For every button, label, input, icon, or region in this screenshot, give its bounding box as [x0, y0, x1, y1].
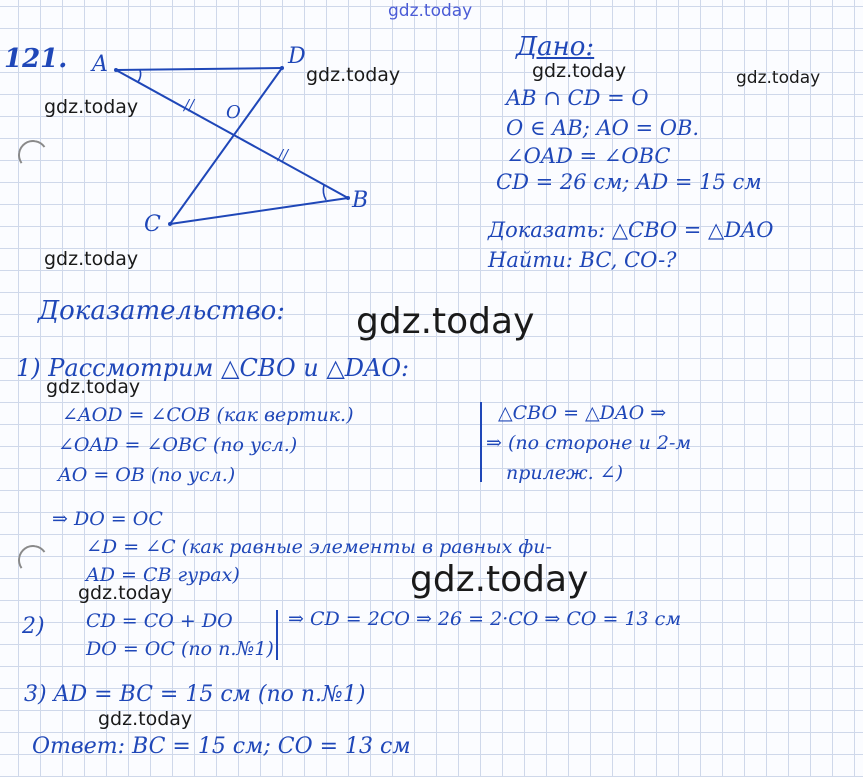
label-d: D	[288, 44, 306, 69]
tick-ao: //	[184, 96, 195, 114]
step1-conclusion-1: ⇒ DO = OC	[52, 508, 163, 530]
step1-right-1: △CBO = △DAO ⇒	[498, 402, 667, 424]
watermark: gdz.today	[410, 559, 589, 600]
step2-label: 2)	[22, 614, 45, 639]
step2-line-1: CD = CO + DO	[86, 610, 233, 632]
prove-line: Доказать: △CBO = △DAO	[488, 218, 774, 242]
label-a: A	[92, 52, 108, 77]
step2-brace	[276, 610, 278, 660]
watermark: gdz.today	[736, 68, 821, 88]
point-a	[114, 68, 118, 72]
step1-right-3: прилеж. ∠)	[506, 462, 623, 484]
point-b	[346, 196, 350, 200]
watermark: gdz.today	[98, 708, 193, 730]
label-b: B	[352, 188, 369, 213]
label-c: C	[144, 212, 161, 237]
step1-left-3: AO = OB (по усл.)	[58, 464, 236, 486]
watermark	[640, 758, 645, 759]
given-title: Дано:	[516, 32, 595, 62]
watermark-top: gdz.today	[388, 1, 473, 21]
watermark: gdz.today	[44, 96, 139, 118]
answer: Ответ: BC = 15 см; CO = 13 см	[32, 734, 411, 759]
angle-arc-a	[138, 70, 141, 82]
given-line-3: ∠OAD = ∠OBC	[506, 144, 671, 168]
watermark: gdz.today	[356, 301, 535, 342]
step1-left-2: ∠OAD = ∠OBC (по усл.)	[58, 434, 298, 456]
step2-result: ⇒ CD = 2CO ⇒ 26 = 2·CO ⇒ CO = 13 см	[288, 608, 682, 630]
find-line: Найти: BC, CO-?	[488, 248, 677, 272]
step1-head: 1) Рассмотрим △CBO и △DAO:	[16, 354, 410, 382]
label-o: O	[226, 102, 241, 123]
triangle-figure	[0, 0, 400, 240]
tick-ob: //	[278, 146, 289, 164]
watermark: gdz.today	[44, 248, 139, 270]
step1-right-2: ⇒ (по стороне и 2-м	[486, 432, 692, 454]
proof-title: Доказательство:	[38, 296, 286, 326]
step1-brace	[480, 402, 482, 482]
watermark: gdz.today	[78, 582, 173, 604]
angle-arc-b	[323, 185, 326, 200]
step1-conclusion-2: ∠D = ∠C (как равные элементы в равных фи-	[86, 536, 552, 558]
segment-cb	[170, 198, 348, 224]
given-line-4: CD = 26 см; AD = 15 см	[496, 170, 762, 194]
step1-conclusion-3: AD = CB гурах)	[86, 564, 240, 586]
problem-number: 121.	[4, 44, 68, 74]
given-line-1: AB ∩ CD = O	[506, 86, 649, 110]
step1-left-1: ∠AOD = ∠COB (как вертик.)	[62, 404, 354, 426]
watermark: gdz.today	[46, 376, 141, 398]
step3: 3) AD = BC = 15 см (по п.№1)	[24, 682, 366, 707]
segment-ab	[116, 70, 348, 198]
point-c	[168, 222, 172, 226]
given-line-2: O ∈ AB; AO = OB.	[506, 116, 700, 140]
punch-hole-bottom	[16, 543, 51, 578]
watermark: gdz.today	[532, 60, 627, 82]
segment-ad	[116, 68, 282, 70]
watermark: gdz.today	[306, 64, 401, 86]
step2-line-2: DO = OC (по п.№1)	[86, 638, 274, 660]
point-d	[280, 66, 284, 70]
segment-dc	[170, 68, 282, 224]
